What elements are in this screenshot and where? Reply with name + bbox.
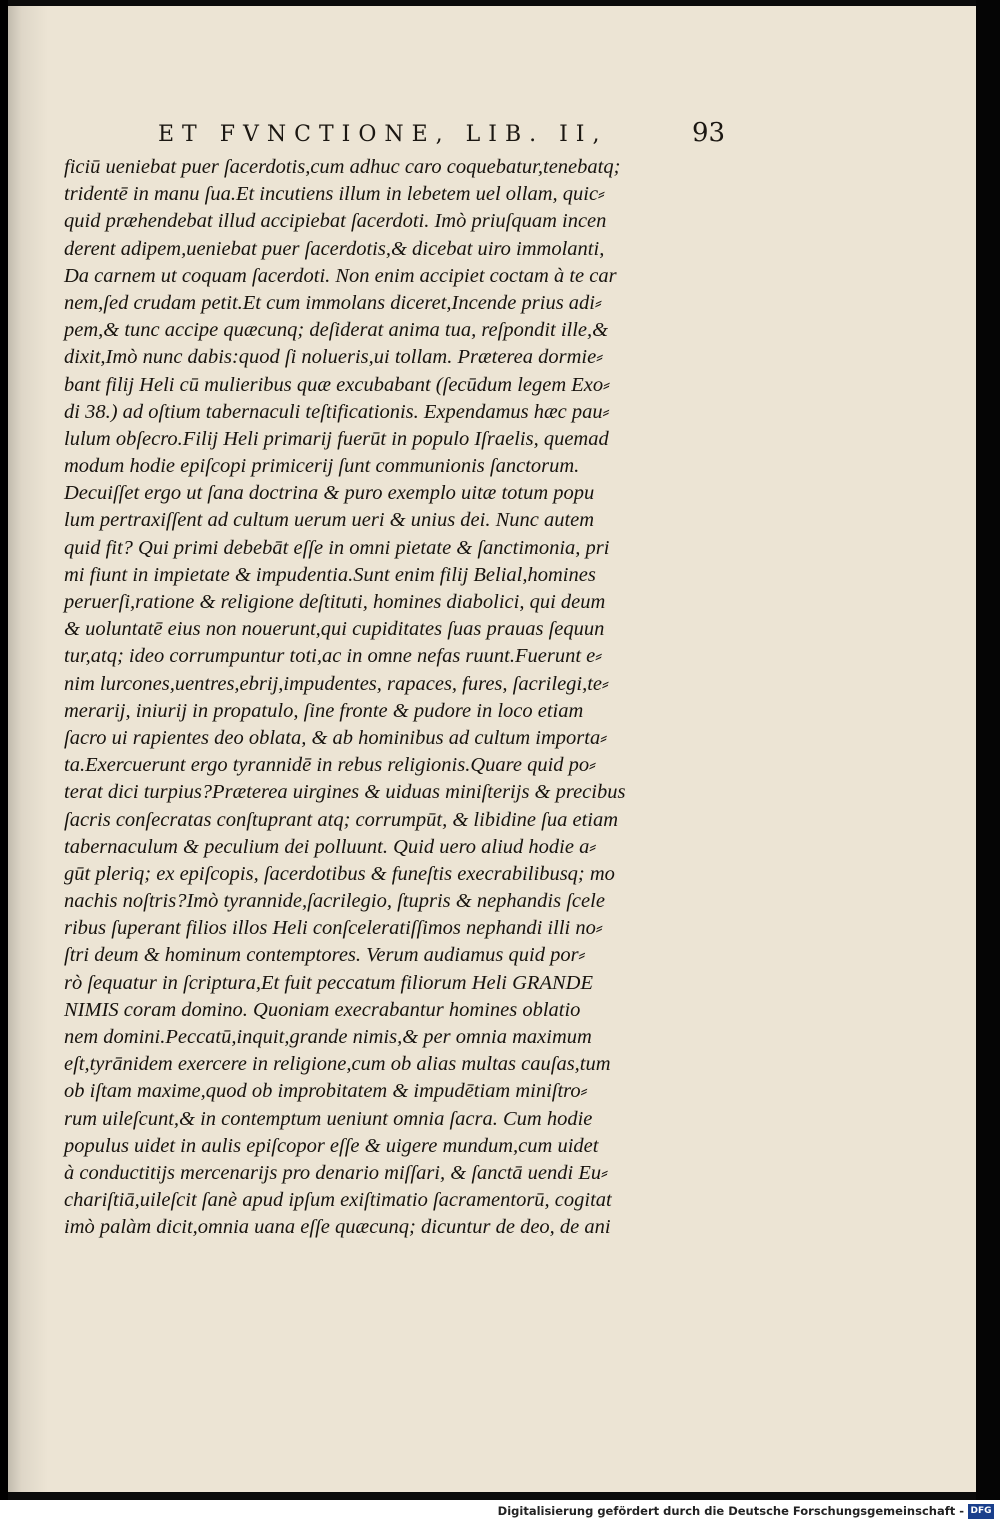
text-line: tridentē in manu ſua.Et incutiens illum in lebetem uel ollam, quic⸗ bbox=[64, 183, 605, 206]
funding-credit: Digitalisierung gefördert durch die Deutsche Forschungsgemeinschaft - bbox=[497, 1504, 964, 1518]
text-line: nem,ſed crudam petit.Et cum immolans diceret,Incende prius adi⸗ bbox=[64, 291, 602, 314]
body-text bbox=[64, 154, 724, 1242]
text-line: chariſtiā,uileſcit ſanè apud ipſum exiſtimatio ſacramentorū, cogitat bbox=[64, 1189, 612, 1212]
text-line: quid fit? Qui primi debebāt eſſe in omni pietate & ſanctimonia, pri bbox=[64, 536, 610, 559]
text-line: rum uileſcunt,& in contemptum ueniunt omnia ſacra. Cum hodie bbox=[64, 1107, 593, 1130]
text-line: terat dici turpius?Præterea uirgines & uiduas miniſterijs & precibus bbox=[64, 781, 626, 804]
text-line: di 38.) ad oſtium tabernaculi teſtificationis. Expendamus hæc pau⸗ bbox=[64, 400, 610, 423]
footer-bar bbox=[0, 1500, 1000, 1523]
text-line: modum hodie epiſcopi primicerij ſunt communionis ſanctorum. bbox=[64, 455, 580, 478]
dfg-logo-icon: DFG bbox=[968, 1504, 994, 1519]
text-line: à conductitijs mercenarijs pro denario miſſari, & ſanctā uendi Eu⸗ bbox=[64, 1161, 608, 1184]
text-line: pem,& tunc accipe quæcunq; deſiderat anima tua, reſpondit ille,& bbox=[64, 319, 609, 342]
text-line: NIMIS coram domino. Quoniam execrabantur homines oblatio bbox=[64, 998, 581, 1021]
text-line: ficiū ueniebat puer ſacerdotis,cum adhuc caro coquebatur,tenebatq; bbox=[64, 156, 621, 178]
text-line: ſacris conſecratas conſtuprant atq; corrumpūt, & libidine ſua etiam bbox=[64, 808, 619, 831]
text-line: nim lurcones,uentres,ebrij,impudentes, rapaces, fures, ſacrilegi,te⸗ bbox=[64, 672, 609, 695]
text-line: gūt pleriq; ex epiſcopis, ſacerdotibus & funeſtis execrabilibusq; mo bbox=[64, 862, 615, 885]
text-line: nem domini.Peccatū,inquit,grande nimis,& per omnia maximum bbox=[64, 1026, 592, 1048]
book-page bbox=[8, 6, 976, 1492]
running-head: ET FVNCTIONE, LIB. II, bbox=[158, 122, 608, 147]
text-line: lulum obſecro.Filij Heli primarij fuerūt in populo Iſraelis, quemad bbox=[64, 427, 609, 450]
text-line: quid præhendebat illud accipiebat ſacerdoti. Imò priuſquam incen bbox=[64, 210, 607, 233]
page-number: 93 bbox=[692, 118, 726, 148]
text-line: eſt,tyrānidem exercere in religione,cum ob alias multas cauſas,tum bbox=[64, 1053, 611, 1076]
scan-left-edge bbox=[0, 0, 8, 1500]
text-line: lum pertraxiſſent ad cultum uerum ueri & unius dei. Nunc autem bbox=[64, 509, 595, 532]
text-line: ſtri deum & hominum contemptores. Verum audiamus quid por⸗ bbox=[64, 944, 586, 967]
text-line: derent adipem,ueniebat puer ſacerdotis,& dicebat uiro immolanti, bbox=[64, 237, 605, 260]
text-line: ribus ſuperant filios illos Heli conſceleratiſſimos nephandi illi no⸗ bbox=[64, 917, 603, 940]
text-line: tabernaculum & peculium dei polluunt. Quid uero aliud hodie a⸗ bbox=[64, 835, 597, 858]
text-line: rò ſequatur in ſcriptura,Et fuit peccatum filiorum Heli GRANDE bbox=[64, 971, 593, 994]
text-line: mi fiunt in impietate & impudentia.Sunt enim filij Belial,homines bbox=[64, 563, 596, 586]
text-line: bant filij Heli cū mulieribus quæ excubabant (ſecūdum legem Exo⸗ bbox=[64, 373, 610, 396]
text-line: peruerſi,ratione & religione deſtituti, homines diabolici, qui deum bbox=[64, 591, 606, 613]
text-line: merarij, iniurij in propatulo, ſine fronte & pudore in loco etiam bbox=[64, 699, 584, 722]
text-line: populus uidet in aulis epiſcopor eſſe & uigere mundum,cum uidet bbox=[64, 1134, 599, 1157]
text-line: imò palàm dicit,omnia uana eſſe quæcunq; dicuntur de deo, de ani bbox=[64, 1216, 611, 1239]
text-line: tur,atq; ideo corrumpuntur toti,ac in omne nefas ruunt.Fuerunt e⸗ bbox=[64, 645, 603, 668]
text-line: Da carnem ut coquam ſacerdoti. Non enim accipiet coctam à te car bbox=[64, 264, 617, 287]
text-line: ſacro ui rapientes deo oblata, & ab hominibus ad cultum importa⸗ bbox=[64, 726, 608, 749]
text-line: & uoluntatē eius non nouerunt,qui cupiditates ſuas prauas ſequun bbox=[64, 618, 605, 641]
text-line: ta.Exercuerunt ergo tyrannidē in rebus religionis.Quare quid po⸗ bbox=[64, 754, 596, 777]
scan-right-edge bbox=[976, 0, 1000, 1500]
text-line: dixit,Imò nunc dabis:quod ſi nolueris,ui tollam. Præterea dormie⸗ bbox=[64, 346, 604, 369]
text-line: Decuiſſet ergo ut ſana doctrina & puro exemplo uitæ totum popu bbox=[64, 482, 595, 505]
text-line: ob iſtam maxime,quod ob improbitatem & impudētiam miniſtro⸗ bbox=[64, 1080, 588, 1103]
text-line: nachis noſtris?Imò tyrannide,ſacrilegio, ſtupris & nephandis ſcele bbox=[64, 890, 605, 913]
